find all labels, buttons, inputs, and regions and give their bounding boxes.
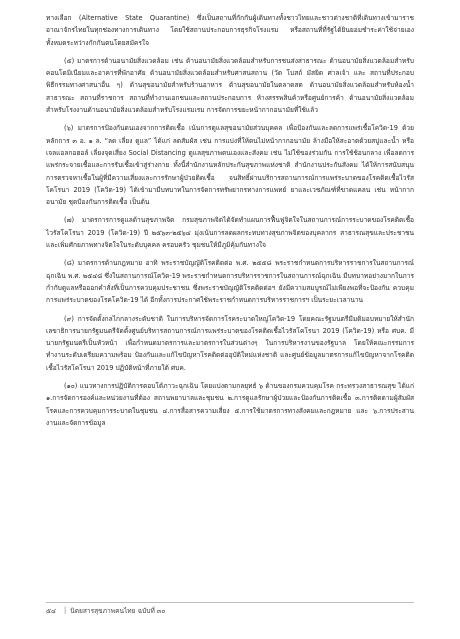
paragraph-item-6: (๖) มาตรการป้องกันตนเองจากการติดเชื้อ เน้นการดูแลสุขอนามัยส่วนบุคคล เพื่อป้องกันและลดการแพร่เชื้อโควิด-19 ด้วยหลักการ ๓ อ. ๑ ล. “ลด เลี่ยง ดูแล” ได้แก่ ลดสัมผัส เช่น การแบ่งที่ให้ตนไม่หน้ากากอนามัย ล้างมือให้สะอาดด้วยสบู่และน้ำ หรือเจลแอลกอฮอล์ เลี่ยงจุดเสี่ยง Social Distancing ดูแลสุขภาพตนเองและสังคม เช่น ไม่ใช้ของร่วมกัน การใช้ช้อนกลาง เพื่อลดการแพร่กระจายเชื้อและการรับเชื้อเข้าสู่ร่างกาย ทั้งนี้สำนักงานหลักประกันสุขภาพแห่งชาติ สำนักงานประกันสังคม ได้ให้การสนับสนุนการตรวจหาเชื้อในผู้ที่มีความเสี่ยงและการรักษาผู้ป่วยติดเชื้อ จนสิทธิ์ผ่านบริการสถานการณ์การแพร่ระบาดของโรคติดเชื้อไวรัสโคโรนา 2019 (โควิด-19) ได้เข้ามามีบทบาทในการจัดการทรัพยากรทางการแพทย์ ยาและเวชภัณฑ์ที่ขาดแคลน เช่น หน้ากากอนามัย ชุดป้องกันการติดเชื้อ เป็นต้น [46,124,414,207]
paragraph-item-8: (๘) มาตรการด้านกฎหมาย อาทิ พระราชบัญญัติโรคติดต่อ พ.ศ. ๒๕๕๘ พระราชกำหนดการบริหารราชการในสถานการณ์ฉุกเฉิน พ.ศ. ๒๕๔๘ ซึ่งในสถานการณ์โควิด-19 พระราชกำหนดการบริหารราชการในสถานการณ์ฉุกเฉิน มีบทบาทอย่างมากในการกำกับดูแลหรือออกคำสั่งที่เป็นการควบคุมประชาชน ซึ่งพระราชบัญญัติโรคติดต่อฯ ยังมีความสมบูรณ์ไม่เพียงพอที่จะป้องกัน ควบคุม การแพร่ระบาดของโรคโควิด-19 ได้ อีกทั้งการประกาศใช้พระราชกำหนดการบริหารราชการฯ เป็นระยะเวลานาน [46,259,414,305]
paragraph-item-7: (๗) มาตรการการดูแลด้านสุขภาพจิต กรมสุขภาพจิตได้จัดทำแผนการฟื้นฟูจิตใจในสถานการณ์การระบาดของโรคติดเชื้อไวรัสโคโรนา 2019 (โควิด-19) ปี ๒๕๖๓-๒๕๖๔ มุ่งเน้นการลดผลกระทบทางสุขภาพจิตของบุคลากร สาธารณสุขและประชาชน และเพิ่มศักยภาพทางจิตใจในระดับบุคคล ครอบครัว ชุมชนให้มีภูมิคุ้มกันทางใจ [46,216,414,250]
paragraph-item-5: (๕) มาตรการด้านอนามัยสิ่งแวดล้อม เช่น ด้านอนามัยสิ่งแวดล้อมสำหรับการชนส่งสาธารณะ ด้านอนามัยสิ่งแวดล้อมสำหรับคอนโดมิเนียมและอาคารที่พักอาศัย ด้านอนามัยสิ่งแวดล้อมสำหรับศาสนสถาน (วัด โบสถ์ มัสยิด ศาลเจ้า และ สถานที่ประกอบพิธีกรรมทางศาสนาอื่น ๆ) ด้านสุขอนามัยสำหรับร้านอาหาร ด้านสุขอนามัยในตลาดสด ด้านอนามัยสิ่งแวดล้อมสำหรับห้องน้ำสาธารณะ สถานที่ราชการ สถานที่ทำงานเอกชนและสถานประกอบการ ห้างสรรพสินค้าหรือศูนย์การค้า ด้านอนามัยสิ่งแวดล้อมสำหรับโรงงานด้านอนามัยสิ่งแวดล้อมสำหรับโรงแรมเรม การจัดการขยะหน้ากากอนามัยที่ใช้แล้ว [46,56,414,115]
publication-title: นิตยสารสุขภาพคนไทย ฉบับที่ ๓๐ [70,606,166,615]
footer-divider [46,602,414,603]
page-number: ๕๔ [46,606,56,615]
paragraph-item-10: (๑๐) แนวทางการปฏิบัติการตอบโต้ภาวะฉุกเฉิน โดยแบ่งตามกลยุทธ์ ๖ ด้านของกรมควบคุมโรค กระทรวงสาธารณสุข ได้แก่ ๑.การจัดการองค์และหน่วยงานที่ต้อง สถานพยาบาลและชุมชน ๒.การดูแลรักษาผู้ป่วยและป้องกันการติดเชื้อ ๓.การติดตามผู้สัมผัสโรคและการควบคุมการระบาดในชุมชน ๔.การสื่อสารความเสี่ยง ๕.การใช้มาตรการทางสังคมและกฎหมาย และ ๖.การประสานงานและจัดการข้อมูล [46,382,414,427]
paragraph-item-9: (๙) การจัดตั้งกลไกกลางระดับชาติ ในการบริหารจัดการโรคระบาดใหญ่โควิด-19 โดยคณะรัฐมนตรีมีมติมอบหมายให้สำนักเลขาธิการนายกรัฐมนตรีจัดตั้งศูนย์บริหารสถานการณ์การแพร่ระบาดของโรคติดเชื้อไวรัสโคโรนา 2019 (โควิด-19) หรือ ศบค. มีนายกรัฐมนตรีเป็นหัวหน้า เพื่อกำหนดมาตรการและมาตรการในส่วนต่างๆ ในการบริหารงานของรัฐบาล โดยให้คณะกรรมการทำงานระดับเตรียมความพร้อม ป้องกันและแก้ไขปัญหาโรคติดต่ออุบัติใหม่แห่งชาติ และศูนย์ข้อมูลมาตรการแก้ไขปัญหาจากโรคติดเชื้อไวรัสโคโรนา 2019 ปฏิบัติหน้าที่ภายใต้ ศบค. [46,314,414,372]
paragraph-continuation: ทางเลือก (Alternative State Quarantine) ซึ่งเป็นสถานที่กักกันผู้เดินทางทั้งชาวไทยและชาวต่างชาติที่เดินทางเข้ามาราชอาณาจักรไทยในทุกช่องทางการเดินทาง โดยใช้สถานประกอบการธุรกิจโรงแรม หรือสถานที่ที่รัฐได้ยินยอมชำระค่าใช้จ่ายเองทั้งหมดระหว่างกักกันตนโดยสมัครใจ [46,14,414,47]
footer-separator: | [63,606,67,614]
page-footer [46,602,414,618]
